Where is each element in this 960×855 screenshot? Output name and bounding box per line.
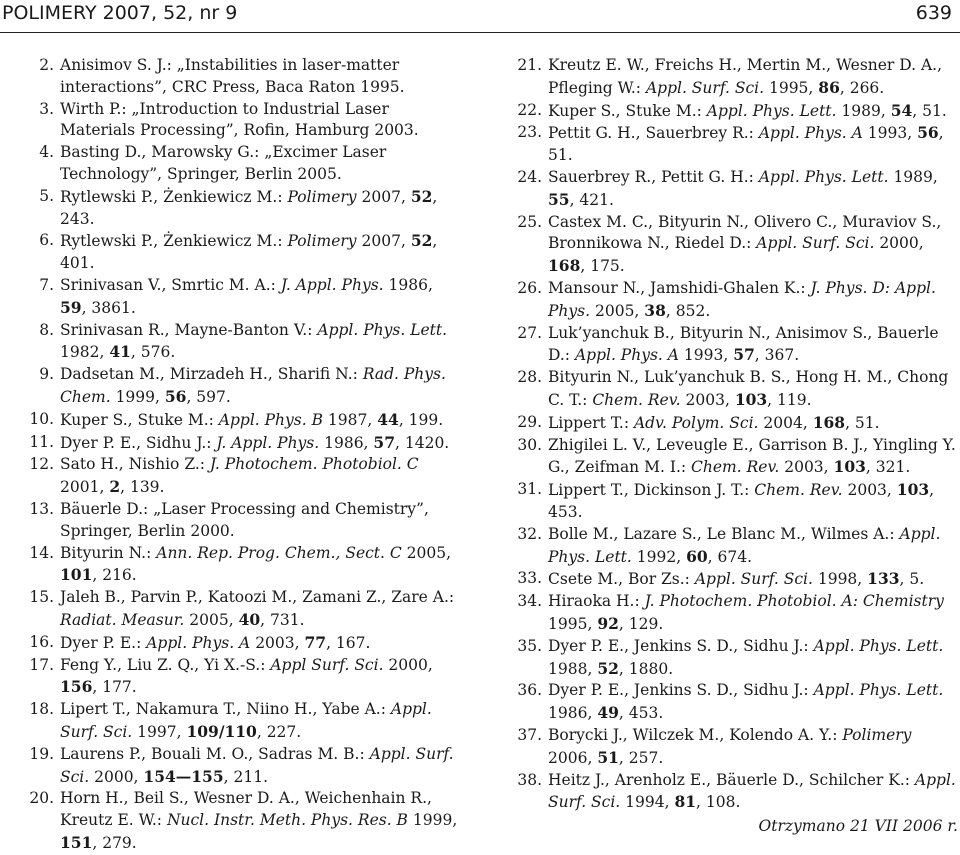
references-right-column bbox=[510, 55, 958, 838]
reference-segment: , 51. bbox=[845, 413, 880, 432]
reference-segment: 2000, bbox=[383, 655, 433, 674]
journal-name: J. Photochem. Photobiol. C bbox=[209, 455, 419, 474]
reference-number: 21. bbox=[517, 56, 542, 74]
reference-segment: , 243. bbox=[60, 187, 438, 228]
reference-segment: , 139. bbox=[120, 478, 165, 497]
reference-number: 28. bbox=[517, 368, 542, 387]
journal-name: Radiat. Measur. bbox=[60, 610, 185, 629]
journal-name: Nucl. Instr. Meth. Phys. Res. B bbox=[166, 811, 408, 830]
reference-text bbox=[60, 230, 464, 275]
reference-number: 26. bbox=[517, 278, 542, 297]
volume-number: 44 bbox=[377, 409, 399, 429]
volume-number: 40 bbox=[238, 609, 261, 629]
reference-item bbox=[22, 454, 464, 499]
reference-item bbox=[22, 744, 464, 789]
reference-segment: 1993, bbox=[678, 346, 734, 365]
reference-segment: 1999, bbox=[407, 811, 458, 830]
running-header bbox=[0, 0, 960, 30]
volume-number: 92 bbox=[597, 613, 619, 633]
volume-number: 103 bbox=[896, 480, 930, 500]
volume-number: 109/110 bbox=[186, 721, 257, 741]
reference-item bbox=[510, 55, 958, 100]
journal-name: Appl. Surf. Sci. bbox=[60, 744, 454, 786]
reference-segment: , 321. bbox=[865, 458, 911, 477]
reference-item bbox=[22, 55, 464, 99]
reference-segment: , 211. bbox=[223, 767, 269, 786]
reference-text bbox=[60, 364, 464, 409]
reference-number: 31. bbox=[517, 480, 542, 499]
journal-name: Chem. Rev. bbox=[754, 481, 843, 500]
reference-segment: 2000, bbox=[874, 234, 924, 253]
journal-name: Appl. Surf. Sci. bbox=[694, 570, 813, 589]
reference-segment: , 216. bbox=[92, 566, 137, 585]
journal-name: Appl. Surf. Sci. bbox=[756, 234, 875, 253]
reference-number: 23. bbox=[517, 123, 542, 142]
reference-item bbox=[22, 499, 464, 543]
journal-name: Appl. Phys. Lett. bbox=[758, 167, 889, 186]
reference-segment: Mansour N., Jamshidi-Ghalen K.: bbox=[548, 278, 811, 297]
reference-number: 19. bbox=[29, 744, 54, 763]
reference-text bbox=[60, 699, 464, 744]
reference-segment: , 731. bbox=[260, 610, 305, 629]
journal-name: Appl. Phys. Lett. bbox=[813, 636, 944, 655]
page-number: 639 bbox=[915, 2, 952, 24]
reference-text bbox=[548, 323, 958, 368]
reference-text bbox=[548, 100, 958, 123]
journal-name: Chem. Rev. bbox=[592, 390, 681, 409]
reference-number: 37. bbox=[517, 725, 542, 744]
journal-name: Adv. Polym. Sci. bbox=[633, 413, 759, 432]
reference-text bbox=[60, 454, 464, 499]
reference-segment: Csete M., Bor Zs.: bbox=[548, 570, 695, 589]
journal-name: Appl. Phys. Lett. bbox=[317, 320, 448, 339]
reference-segment: 2005, bbox=[401, 543, 452, 562]
reference-segment: 2000, bbox=[89, 767, 144, 786]
journal-name: Appl. Phys. B bbox=[218, 410, 323, 429]
volume-number: 51 bbox=[597, 747, 619, 767]
reference-segment: 2007, bbox=[356, 187, 411, 206]
journal-name: Appl. Surf. Sci. bbox=[60, 700, 432, 741]
reference-number: 38. bbox=[517, 770, 542, 789]
reference-text bbox=[60, 499, 464, 543]
reference-number: 2. bbox=[39, 56, 54, 74]
reference-item bbox=[510, 770, 958, 815]
reference-text bbox=[548, 367, 958, 412]
volume-number: 156 bbox=[60, 677, 93, 697]
reference-segment: Lippert T., Dickinson J. T.: bbox=[548, 481, 755, 500]
reference-number: 20. bbox=[29, 789, 54, 808]
journal-citation: POLIMERY 2007, 52, nr 9 bbox=[2, 2, 238, 24]
reference-segment: 1999, bbox=[110, 387, 165, 406]
reference-item bbox=[22, 632, 464, 655]
reference-text bbox=[548, 770, 958, 815]
reference-text bbox=[548, 167, 958, 212]
reference-segment: , 227. bbox=[256, 722, 302, 741]
volume-number: 101 bbox=[60, 565, 93, 585]
reference-segment: , 1880. bbox=[618, 659, 674, 678]
reference-text bbox=[548, 435, 958, 480]
reference-text bbox=[60, 186, 464, 231]
reference-item bbox=[510, 367, 958, 412]
reference-item bbox=[510, 591, 958, 636]
reference-number: 4. bbox=[39, 143, 54, 162]
reference-segment: Bolle M., Lazare S., Le Blanc M., Wilmes A.: bbox=[548, 524, 900, 543]
reference-segment: Lipert T., Nakamura T., Niino H., Yabe A.: bbox=[60, 700, 391, 719]
reference-number: 17. bbox=[29, 655, 54, 674]
reference-segment: Kreutz E. W., Freichs H., Mertin M., Wesner D. A., Pfleging W.: bbox=[548, 56, 943, 97]
volume-number: 54 bbox=[890, 100, 913, 120]
reference-item bbox=[22, 409, 464, 432]
volume-number: 168 bbox=[548, 256, 581, 276]
reference-item bbox=[510, 479, 958, 524]
reference-item bbox=[510, 167, 958, 212]
reference-segment: 1986, bbox=[319, 433, 374, 452]
reference-segment: 1982, bbox=[60, 343, 110, 362]
reference-item bbox=[510, 412, 958, 435]
reference-text bbox=[548, 568, 958, 591]
reference-number: 18. bbox=[29, 700, 54, 719]
reference-number: 8. bbox=[39, 320, 54, 339]
reference-segment: , 597. bbox=[186, 387, 231, 406]
journal-name: Polimery bbox=[287, 232, 357, 251]
reference-segment: , 1420. bbox=[395, 433, 450, 452]
volume-number: 52 bbox=[597, 658, 619, 678]
reference-segment: Dyer P. E., Jenkins S. D., Sidhu J.: bbox=[548, 636, 814, 655]
reference-segment: , 367. bbox=[754, 346, 800, 365]
volume-number: 103 bbox=[833, 457, 866, 477]
reference-segment: Anisimov S. J.: „Instabilities in laser-matter interactions”, CRC Press, Baca Raton 1995. bbox=[60, 56, 405, 96]
reference-text bbox=[60, 543, 464, 588]
reference-item bbox=[22, 320, 464, 365]
reference-number: 22. bbox=[517, 100, 542, 119]
reference-item bbox=[22, 788, 464, 854]
reference-item bbox=[510, 212, 958, 278]
reference-text bbox=[60, 320, 464, 365]
journal-name: Appl. Phys. Lett. bbox=[706, 101, 837, 120]
reference-segment: Srinivasan R., Mayne-Banton V.: bbox=[60, 320, 318, 339]
journal-name: Appl. Phys. Lett. bbox=[548, 524, 941, 566]
reference-segment: Dyer P. E., Jenkins S. D., Sidhu J.: bbox=[548, 681, 814, 700]
volume-number: 57 bbox=[373, 432, 395, 452]
reference-segment: 1986, bbox=[548, 704, 598, 723]
reference-item bbox=[510, 680, 958, 725]
reference-segment: 1986, bbox=[383, 275, 433, 294]
journal-name: Appl. Phys. A bbox=[758, 124, 863, 143]
reference-item bbox=[22, 543, 464, 588]
reference-segment: , 674. bbox=[707, 547, 753, 566]
reference-number: 3. bbox=[39, 99, 54, 118]
reference-segment: Horn H., Beil S., Wesner D. A., Weichenhain R., Kreutz E. W.: bbox=[60, 789, 432, 830]
reference-segment: 2005, bbox=[590, 301, 645, 320]
reference-segment: Feng Y., Liu Z. Q., Yi X.-S.: bbox=[60, 655, 271, 674]
reference-text bbox=[548, 212, 958, 278]
reference-segment: 1995, bbox=[764, 78, 819, 97]
reference-item bbox=[510, 435, 958, 480]
volume-number: 55 bbox=[548, 189, 570, 209]
reference-item bbox=[510, 278, 958, 323]
journal-name: Appl. Surf. Sci. bbox=[645, 78, 765, 97]
reference-number: 12. bbox=[29, 455, 54, 474]
journal-name: Chem. Rev. bbox=[691, 458, 780, 477]
volume-number: 154—155 bbox=[143, 766, 224, 786]
reference-segment: 2001, bbox=[60, 478, 110, 497]
reference-segment: , 453. bbox=[548, 481, 935, 521]
reference-segment: , 129. bbox=[618, 614, 664, 633]
reference-segment: , 119. bbox=[767, 390, 812, 409]
volume-number: 59 bbox=[60, 297, 82, 317]
reference-segment: , 453. bbox=[618, 704, 664, 723]
header-rule bbox=[0, 32, 960, 33]
reference-segment: Dyer P. E., Sidhu J.: bbox=[60, 433, 217, 452]
volume-number: 41 bbox=[109, 342, 131, 362]
reference-segment: Srinivasan V., Smrtic M. A.: bbox=[60, 275, 281, 294]
reference-text bbox=[548, 591, 958, 636]
reference-segment: , 177. bbox=[92, 678, 137, 697]
reference-item bbox=[510, 568, 958, 591]
reference-segment: 2007, bbox=[356, 232, 411, 251]
volume-number: 57 bbox=[733, 345, 755, 365]
reference-segment: , 852. bbox=[665, 301, 711, 320]
journal-name: Polimery bbox=[842, 725, 912, 744]
volume-number: 2 bbox=[109, 477, 121, 497]
reference-text bbox=[60, 432, 464, 455]
reference-segment: Rytlewski P., Żenkiewicz M.: bbox=[60, 187, 288, 206]
reference-number: 36. bbox=[517, 681, 542, 700]
reference-segment: Wirth P.: „Introduction to Industrial Laser Materials Processing”, Rofin, Hamburg 2003. bbox=[60, 99, 419, 140]
reference-text bbox=[548, 55, 958, 100]
reference-segment: 1994, bbox=[620, 793, 675, 812]
reference-number: 14. bbox=[29, 543, 54, 562]
reference-text bbox=[548, 680, 958, 725]
reference-item bbox=[22, 699, 464, 744]
reference-number: 30. bbox=[517, 435, 542, 454]
reference-item bbox=[510, 323, 958, 368]
reference-segment: Sato H., Nishio Z.: bbox=[60, 455, 210, 474]
reference-segment: Laurens P., Bouali M. O., Sadras M. B.: bbox=[60, 744, 370, 763]
reference-number: 25. bbox=[517, 212, 542, 231]
reference-number: 16. bbox=[29, 632, 54, 651]
reference-number: 7. bbox=[39, 275, 54, 294]
reference-segment: 1993, bbox=[862, 124, 918, 143]
reference-segment: , 51. bbox=[912, 101, 947, 120]
reference-segment: Castex M. C., Bityurin N., Olivero C., Muraviov S., Bronnikowa N., Riedel D.: bbox=[548, 212, 942, 253]
journal-name: Polimery bbox=[287, 187, 357, 206]
journal-name: Appl. Surf. Sci. bbox=[548, 770, 956, 812]
reference-segment: , 257. bbox=[618, 748, 664, 767]
journal-name: Appl. Phys. A bbox=[146, 633, 251, 652]
reference-segment: 2005, bbox=[184, 610, 239, 629]
reference-segment: Hiraoka H.: bbox=[548, 592, 645, 611]
reference-segment: Basting D., Marowsky G.: „Excimer Laser Technology”, Springer, Berlin 2005. bbox=[60, 143, 387, 183]
reference-segment: , 175. bbox=[580, 257, 625, 276]
journal-name: Ann. Rep. Prog. Chem., Sect. C bbox=[156, 543, 402, 562]
reference-segment: Borycki J., Wilczek M., Kolendo A. Y.: bbox=[548, 725, 843, 744]
reference-segment: , 401. bbox=[60, 232, 438, 273]
reference-segment: , 5. bbox=[899, 570, 925, 589]
reference-segment: , 199. bbox=[398, 410, 444, 429]
reference-segment: Bityurin N., Luk’yanchuk B. S., Hong H. M., Chong C. T.: bbox=[548, 368, 949, 409]
reference-item bbox=[22, 99, 464, 143]
reference-text bbox=[548, 278, 958, 323]
reference-item bbox=[22, 142, 464, 186]
reference-segment: 2003, bbox=[680, 390, 735, 409]
reference-item bbox=[22, 364, 464, 409]
reference-text bbox=[548, 412, 958, 435]
reference-segment: 2003, bbox=[842, 481, 897, 500]
reference-item bbox=[22, 186, 464, 231]
reference-segment: 1989, bbox=[888, 167, 938, 186]
reference-text bbox=[60, 55, 464, 99]
volume-number: 56 bbox=[164, 386, 187, 406]
reference-segment: Kuper S., Stuke M.: bbox=[548, 101, 707, 120]
reference-number: 9. bbox=[39, 365, 54, 384]
reference-text bbox=[60, 744, 464, 789]
reference-text bbox=[60, 99, 464, 143]
reference-text bbox=[60, 587, 464, 632]
reference-segment: 2003, bbox=[779, 458, 834, 477]
reference-number: 5. bbox=[39, 186, 54, 205]
reference-text bbox=[60, 275, 464, 320]
reference-number: 29. bbox=[517, 412, 542, 431]
journal-name: J. Appl. Phys. bbox=[216, 433, 320, 452]
reference-segment: , 51. bbox=[548, 124, 944, 165]
reference-text bbox=[548, 479, 958, 524]
journal-name: J. Appl. Phys. bbox=[280, 275, 384, 294]
reference-text bbox=[60, 142, 464, 186]
volume-number: 49 bbox=[597, 703, 619, 723]
reference-segment: , 279. bbox=[92, 833, 137, 852]
reference-text bbox=[548, 636, 958, 681]
journal-name: J. Phys. D: Appl. Phys. bbox=[548, 278, 936, 320]
reference-segment: Lippert T.: bbox=[548, 413, 634, 432]
reference-number: 6. bbox=[39, 231, 54, 250]
reference-segment: Rytlewski P., Żenkiewicz M.: bbox=[60, 232, 288, 251]
reference-text bbox=[60, 788, 464, 854]
reference-segment: 1998, bbox=[812, 570, 868, 589]
reference-segment: 1992, bbox=[631, 547, 687, 566]
reference-segment: , 3861. bbox=[81, 298, 136, 317]
reference-segment: , 421. bbox=[569, 190, 614, 209]
reference-item bbox=[510, 100, 958, 123]
reference-item bbox=[510, 636, 958, 681]
reference-number: 10. bbox=[29, 409, 54, 428]
volume-number: 60 bbox=[686, 546, 708, 566]
reference-number: 32. bbox=[517, 524, 542, 543]
reference-number: 33. bbox=[517, 569, 542, 588]
reference-segment: Sauerbrey R., Pettit G. H.: bbox=[548, 167, 759, 186]
volume-number: 52 bbox=[410, 231, 433, 251]
reference-text bbox=[60, 632, 464, 655]
reference-segment: Luk’yanchuk B., Bityurin N., Anisimov S., Bauerle D.: bbox=[548, 323, 939, 365]
reference-number: 13. bbox=[29, 499, 54, 518]
reference-item bbox=[510, 122, 958, 167]
reference-segment: Pettit G. H., Sauerbrey R.: bbox=[548, 124, 759, 143]
reference-number: 15. bbox=[29, 588, 54, 607]
journal-name: Appl. Phys. A bbox=[574, 346, 679, 365]
volume-number: 38 bbox=[644, 300, 666, 320]
reference-number: 34. bbox=[517, 592, 542, 611]
reference-segment: , 108. bbox=[696, 793, 741, 812]
reference-segment: Kuper S., Stuke M.: bbox=[60, 410, 219, 429]
reference-segment: , 576. bbox=[130, 343, 176, 362]
reference-segment: , 266. bbox=[839, 78, 885, 97]
reference-segment: 2006, bbox=[548, 748, 598, 767]
reference-segment: Bäuerle D.: „Laser Processing and Chemistry”, Springer, Berlin 2000. bbox=[60, 499, 429, 540]
reference-segment: Jaleh B., Parvin P., Katoozi M., Zamani Z., Zare A.: bbox=[60, 588, 455, 607]
volume-number: 151 bbox=[60, 832, 93, 852]
journal-name: J. Photochem. Photobiol. A: Chemistry bbox=[644, 592, 944, 611]
journal-name: Appl Surf. Sci. bbox=[270, 655, 384, 674]
reference-text bbox=[60, 409, 464, 432]
reference-text bbox=[548, 122, 958, 167]
reference-item bbox=[510, 524, 958, 569]
reference-segment: 1988, bbox=[548, 659, 598, 678]
reference-segment: Dadsetan M., Mirzadeh H., Sharifi N.: bbox=[60, 365, 363, 384]
volume-number: 52 bbox=[410, 186, 433, 206]
volume-number: 168 bbox=[812, 412, 846, 432]
reference-number: 11. bbox=[29, 432, 54, 451]
reference-segment: 2004, bbox=[758, 413, 813, 432]
volume-number: 103 bbox=[734, 389, 768, 409]
reference-item bbox=[22, 655, 464, 700]
reference-number: 35. bbox=[517, 636, 542, 655]
reference-segment: Zhigilei L. V., Leveugle E., Garrison B. J., Yingling Y. G., Zeifman M. I.: bbox=[548, 435, 956, 477]
reference-segment: Heitz J., Arenholz E., Bäuerle D., Schilcher K.: bbox=[548, 770, 915, 789]
reference-segment: , 167. bbox=[326, 633, 371, 652]
volume-number: 81 bbox=[674, 792, 697, 812]
received-date-note: Otrzymano 21 VII 2006 r. bbox=[758, 817, 958, 836]
reference-item bbox=[22, 587, 464, 632]
reference-item bbox=[22, 275, 464, 320]
reference-text bbox=[548, 725, 958, 770]
reference-item bbox=[22, 230, 464, 275]
reference-number: 24. bbox=[517, 167, 542, 186]
volume-number: 133 bbox=[867, 569, 900, 589]
reference-text bbox=[60, 655, 464, 700]
references-left-column bbox=[22, 55, 464, 855]
volume-number: 86 bbox=[818, 77, 840, 97]
reference-segment: 1995, bbox=[548, 614, 598, 633]
reference-segment: Dyer P. E.: bbox=[60, 633, 147, 652]
journal-name: Rad. Phys. Chem. bbox=[60, 365, 446, 406]
reference-segment: Bityurin N.: bbox=[60, 543, 157, 562]
reference-item bbox=[510, 725, 958, 770]
reference-segment: 1997, bbox=[132, 722, 187, 741]
reference-segment: 2003, bbox=[250, 633, 305, 652]
volume-number: 77 bbox=[304, 632, 327, 652]
reference-segment: 1987, bbox=[323, 410, 378, 429]
journal-name: Appl. Phys. Lett. bbox=[813, 681, 944, 700]
reference-item bbox=[22, 432, 464, 455]
volume-number: 56 bbox=[917, 123, 939, 143]
reference-text bbox=[548, 524, 958, 569]
reference-number: 27. bbox=[517, 323, 542, 342]
reference-segment: 1989, bbox=[836, 101, 891, 120]
